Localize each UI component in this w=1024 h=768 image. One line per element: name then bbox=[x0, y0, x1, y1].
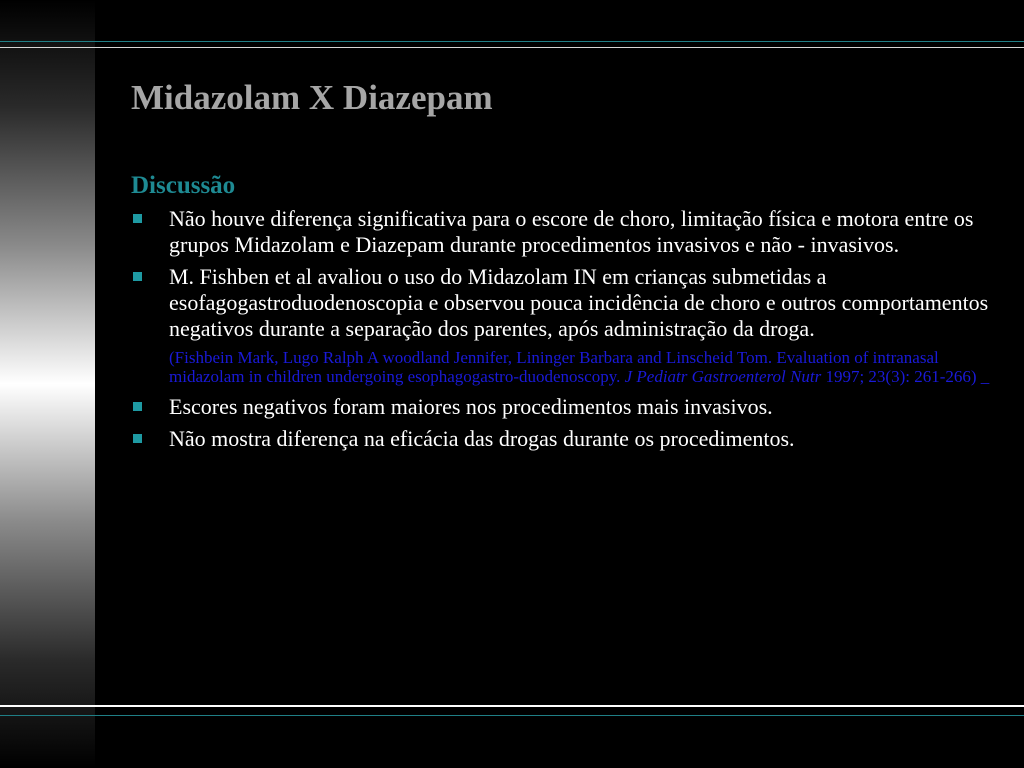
square-bullet-icon bbox=[133, 402, 142, 411]
top-teal-rule bbox=[0, 41, 1024, 42]
bullet-item bbox=[131, 394, 1001, 420]
bullet-text: Escores negativos foram maiores nos procedimentos mais invasivos. bbox=[169, 394, 773, 419]
bullet-text: M. Fishben et al avaliou o uso do Midazolam IN em crianças submetidas a esofagogastroduodenoscopia e observou pouca incidência de choro e outros comportamentos negativos durante a separação dos parentes, após administração da droga. bbox=[169, 264, 989, 341]
square-bullet-icon bbox=[133, 434, 142, 443]
bottom-white-rule bbox=[0, 705, 1024, 707]
citation-details: 1997; 23(3): 261-266) _ bbox=[821, 367, 990, 386]
top-white-rule bbox=[0, 47, 1024, 48]
square-bullet-icon bbox=[133, 214, 142, 223]
bullet-item bbox=[131, 206, 1001, 258]
reference-citation bbox=[131, 348, 1001, 386]
bottom-teal-rule bbox=[0, 715, 1024, 716]
bullet-text: Não mostra diferença na eficácia das drogas durante os procedimentos. bbox=[169, 426, 795, 451]
slide-title: Midazolam X Diazepam bbox=[131, 78, 493, 117]
bullet-item bbox=[131, 426, 1001, 452]
slide-content bbox=[131, 170, 1001, 458]
side-gradient-bar bbox=[0, 0, 95, 768]
bullet-item bbox=[131, 264, 1001, 342]
bullet-text: Não houve diferença significativa para o escore de choro, limitação física e motora entre os grupos Midazolam e Diazepam durante procedimentos invasivos e não - invasivos. bbox=[169, 206, 974, 257]
square-bullet-icon bbox=[133, 272, 142, 281]
section-subtitle: Discussão bbox=[131, 172, 236, 199]
citation-authors: (Fishbein Mark, Lugo Ralph A woodland Jennifer, Lininger Barbara and Linscheid Tom. Evaluation of intranasal midazolam in children undergoing esophagogastro-duodenoscopy. bbox=[169, 348, 939, 386]
citation-journal: J Pediatr Gastroenterol Nutr bbox=[624, 367, 822, 386]
